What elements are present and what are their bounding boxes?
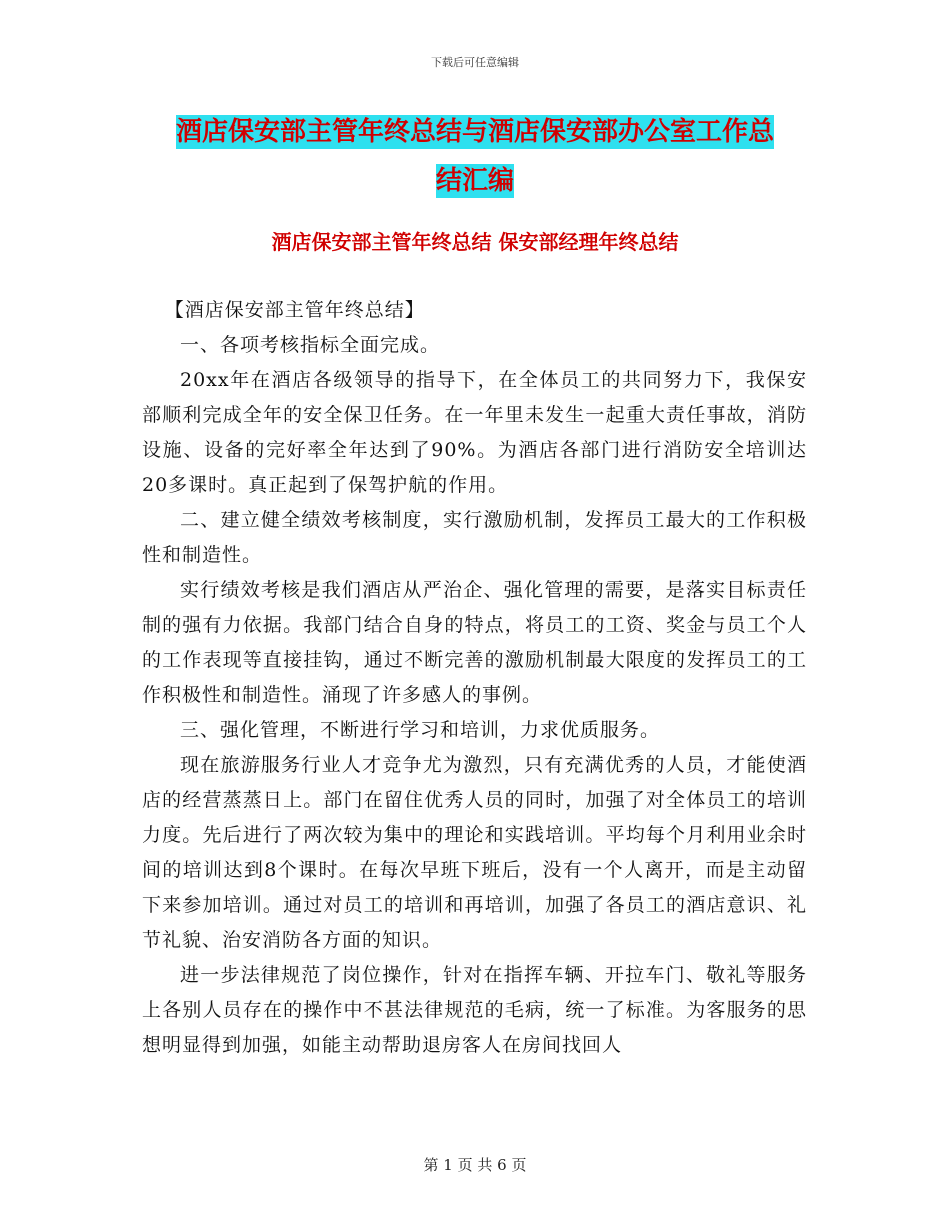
body-paragraph: 现在旅游服务行业人才竞争尤为激烈，只有充满优秀的人员，才能使酒店的经营蒸蒸日上。部门在留住优秀人员的同时，加强了对全体员工的培训力度。先后进行了两次较为集中的理论和实践培训。平均每个月利用业余时间的培训达到8个课时。在每次早班下班后，没有一个人离开，而是主动留下来参加培训。通过对员工的培训和再培训，加强了各员工的酒店意识、礼节礼貌、治安消防各方面的知识。 bbox=[142, 754, 807, 951]
body-paragraph: 进一步法律规范了岗位操作，针对在指挥车辆、开拉车门、敬礼等服务上各别人员存在的操作中不甚法律规范的毛病，统一了标准。为客服务的思想明显得到加强，如能主动帮助退房客人在房间找回人 bbox=[142, 964, 807, 1056]
document-title bbox=[120, 108, 830, 206]
section-heading-2: 二、建立健全绩效考核制度，实行激励机制，发挥员工最大的工作积极性和制造性。 bbox=[142, 509, 807, 566]
page-header-note: 下载后可任意编辑 bbox=[431, 56, 519, 69]
section-heading-3: 三、强化管理，不断进行学习和培训，力求优质服务。 bbox=[180, 719, 661, 741]
section-heading-1: 一、各项考核指标全面完成。 bbox=[180, 334, 441, 356]
section-heading-bracket: 【酒店保安部主管年终总结】 bbox=[164, 299, 425, 321]
document-title-line-2: 结汇编 bbox=[435, 166, 514, 196]
document-body bbox=[142, 293, 807, 1063]
section-subtitle: 酒店保安部主管年终总结 保安部经理年终总结 bbox=[271, 230, 679, 254]
body-paragraph: 20xx年在酒店各级领导的指导下，在全体员工的共同努力下，我保安部顺利完成全年的安全保卫任务。在一年里未发生一起重大责任事故，消防设施、设备的完好率全年达到了90%。为酒店各部门进行消防安全培训达20多课时。真正起到了保驾护航的作用。 bbox=[142, 369, 807, 496]
body-paragraph: 实行绩效考核是我们酒店从严治企、强化管理的需要，是落实目标责任制的强有力依据。我部门结合自身的特点，将员工的工资、奖金与员工个人的工作表现等直接挂钩，通过不断完善的激励机制最大限度的发挥员工的工作积极性和制造性。涌现了许多感人的事例。 bbox=[142, 579, 807, 706]
page-number-footer: 第 1 页 共 6 页 bbox=[423, 1156, 527, 1174]
document-title-line-1: 酒店保安部主管年终总结与酒店保安部办公室工作总 bbox=[175, 117, 774, 147]
